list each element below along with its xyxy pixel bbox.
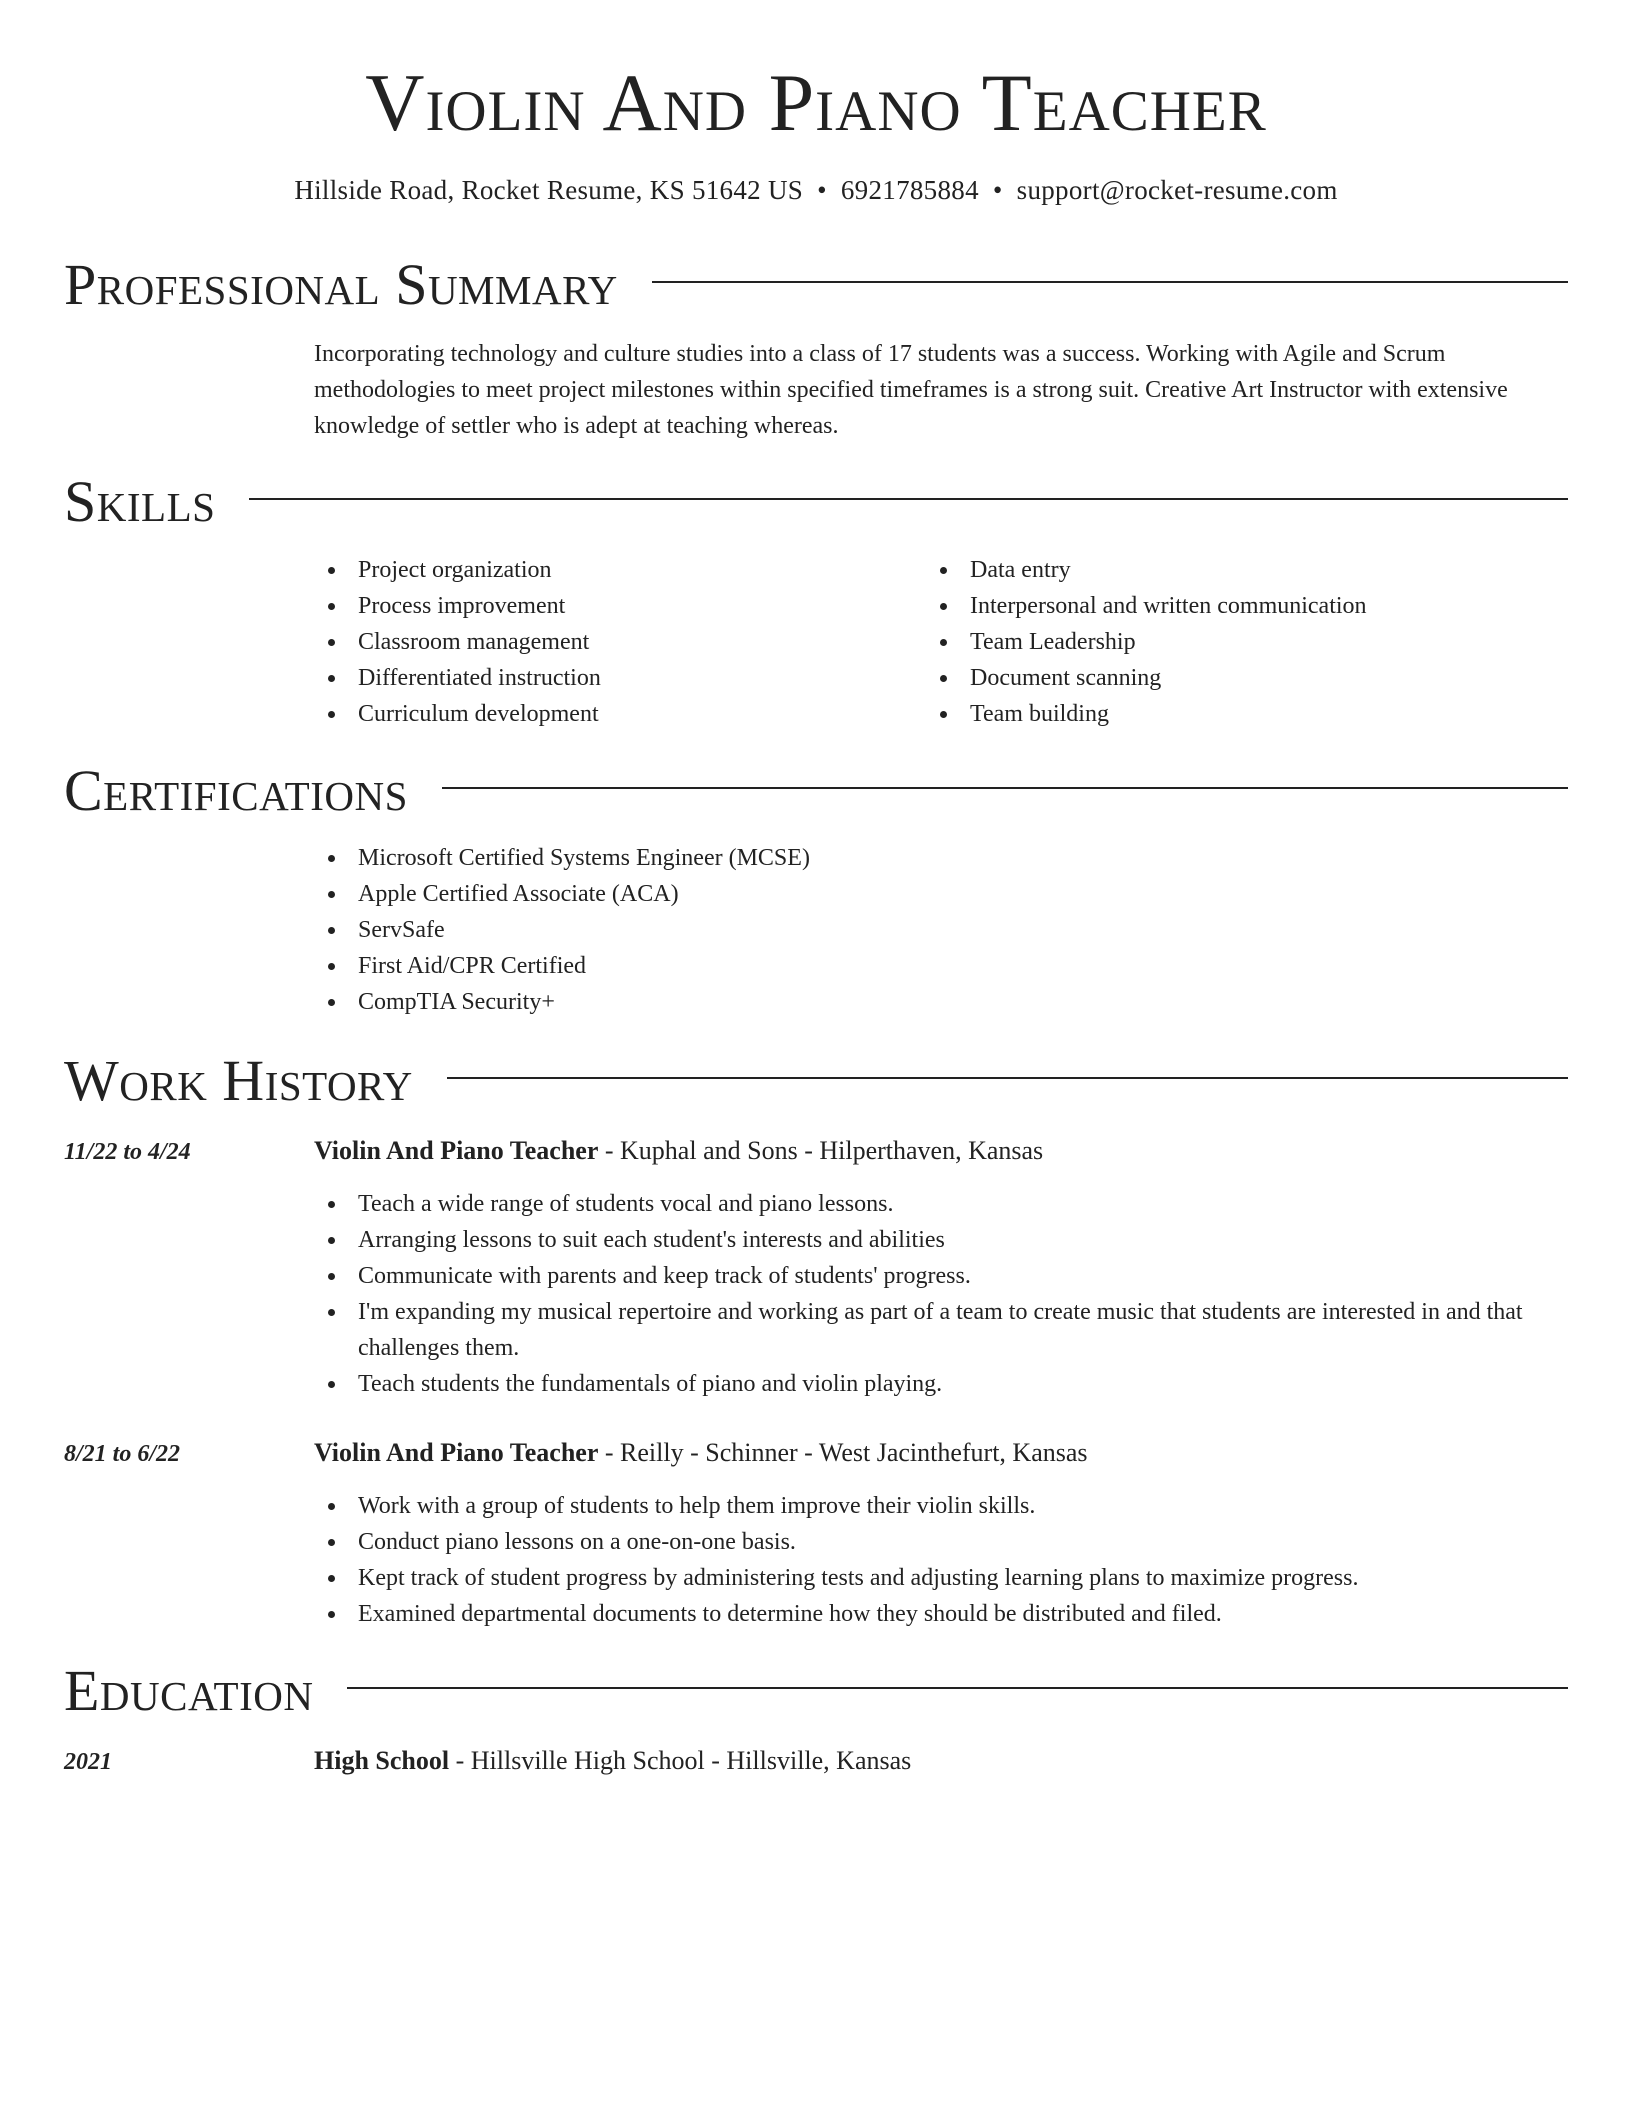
skills-section-header — [64, 467, 1568, 537]
job-employer: - Kuphal and Sons - Hilperthaven, Kansas — [598, 1136, 1044, 1165]
certifications-section-header — [64, 756, 1568, 826]
skill-item: Data entry — [926, 552, 1566, 588]
certification-item: Apple Certified Associate (ACA) — [314, 876, 1564, 912]
summary-section-header — [64, 250, 1568, 320]
skill-item: Document scanning — [926, 660, 1566, 696]
job-duty: Examined departmental documents to determine how they should be distributed and filed. — [314, 1596, 1568, 1632]
resume-name: Violin And Piano Teacher — [365, 57, 1267, 148]
skill-item: Team building — [926, 696, 1566, 732]
education-degree: High School — [314, 1746, 450, 1775]
certification-item: ServSafe — [314, 912, 1564, 948]
job-duty: Communicate with parents and keep track of students' progress. — [314, 1258, 1568, 1294]
education-school: - Hillsville High School - Hillsville, Kansas — [449, 1746, 912, 1775]
job-heading — [314, 1133, 1568, 1169]
job-title: Violin And Piano Teacher — [314, 1438, 599, 1467]
work-heading: Work History — [64, 1048, 413, 1113]
summary-heading: Professional Summary — [64, 252, 618, 317]
contact-line — [0, 172, 1632, 208]
skill-item: Classroom management — [314, 624, 914, 660]
section-divider — [447, 1077, 1568, 1079]
certification-item: Microsoft Certified Systems Engineer (MCSE) — [314, 840, 1564, 876]
section-divider — [442, 787, 1568, 789]
job-duty: Arranging lessons to suit each student's interests and abilities — [314, 1222, 1568, 1258]
contact-email[interactable]: support@rocket-resume.com — [1016, 175, 1338, 205]
job-title: Violin And Piano Teacher — [314, 1136, 599, 1165]
job-duty: Conduct piano lessons on a one-on-one basis. — [314, 1524, 1568, 1560]
certification-item: First Aid/CPR Certified — [314, 948, 1564, 984]
certifications-list — [314, 840, 1564, 1020]
skill-item: Curriculum development — [314, 696, 914, 732]
job-dates: 8/21 to 6/22 — [64, 1441, 181, 1467]
certifications-heading: Certifications — [64, 758, 408, 823]
skill-item: Differentiated instruction — [314, 660, 914, 696]
job-duty: Work with a group of students to help them improve their violin skills. — [314, 1488, 1568, 1524]
skill-item: Interpersonal and written communication — [926, 588, 1566, 624]
skills-list-right — [926, 552, 1566, 732]
education-entry — [314, 1743, 1568, 1779]
education-heading: Education — [64, 1658, 314, 1723]
contact-address: Hillside Road, Rocket Resume, KS 51642 US — [294, 175, 804, 205]
work-section-header — [64, 1046, 1568, 1116]
skills-list-left — [314, 552, 914, 732]
section-divider — [652, 281, 1568, 283]
job-dates: 11/22 to 4/24 — [64, 1139, 191, 1165]
summary-text: Incorporating technology and culture studies into a class of 17 students was a success. Working with Agile and Scrum methodologies to meet project milestones within specified timeframes is a strong suit. Creative Art Instructor with extensive knowledge of settler who is adept at teaching whereas. — [314, 341, 1508, 439]
section-divider — [347, 1687, 1568, 1689]
contact-separator: • — [817, 175, 827, 205]
skill-item: Project organization — [314, 552, 914, 588]
contact-separator: • — [992, 175, 1003, 205]
job-duty: I'm expanding my musical repertoire and working as part of a team to create music that students are interested in and that challenges them. — [314, 1294, 1568, 1366]
job-employer: - Reilly - Schinner - West Jacinthefurt, Kansas — [598, 1438, 1088, 1467]
job-duty: Kept track of student progress by administering tests and adjusting learning plans to maximize progress. — [314, 1560, 1568, 1596]
job-duties-list — [314, 1186, 1568, 1402]
education-year: 2021 — [64, 1749, 112, 1775]
skills-heading: Skills — [64, 469, 216, 534]
education-section-header — [64, 1656, 1568, 1726]
certification-item: CompTIA Security+ — [314, 984, 1564, 1020]
contact-phone: 6921785884 — [840, 175, 979, 205]
job-duties-list — [314, 1488, 1568, 1632]
section-divider — [249, 498, 1568, 500]
job-heading — [314, 1435, 1568, 1471]
skill-item: Team Leadership — [926, 624, 1566, 660]
skill-item: Process improvement — [314, 588, 914, 624]
job-duty: Teach a wide range of students vocal and piano lessons. — [314, 1186, 1568, 1222]
job-duty: Teach students the fundamentals of piano and violin playing. — [314, 1366, 1568, 1402]
